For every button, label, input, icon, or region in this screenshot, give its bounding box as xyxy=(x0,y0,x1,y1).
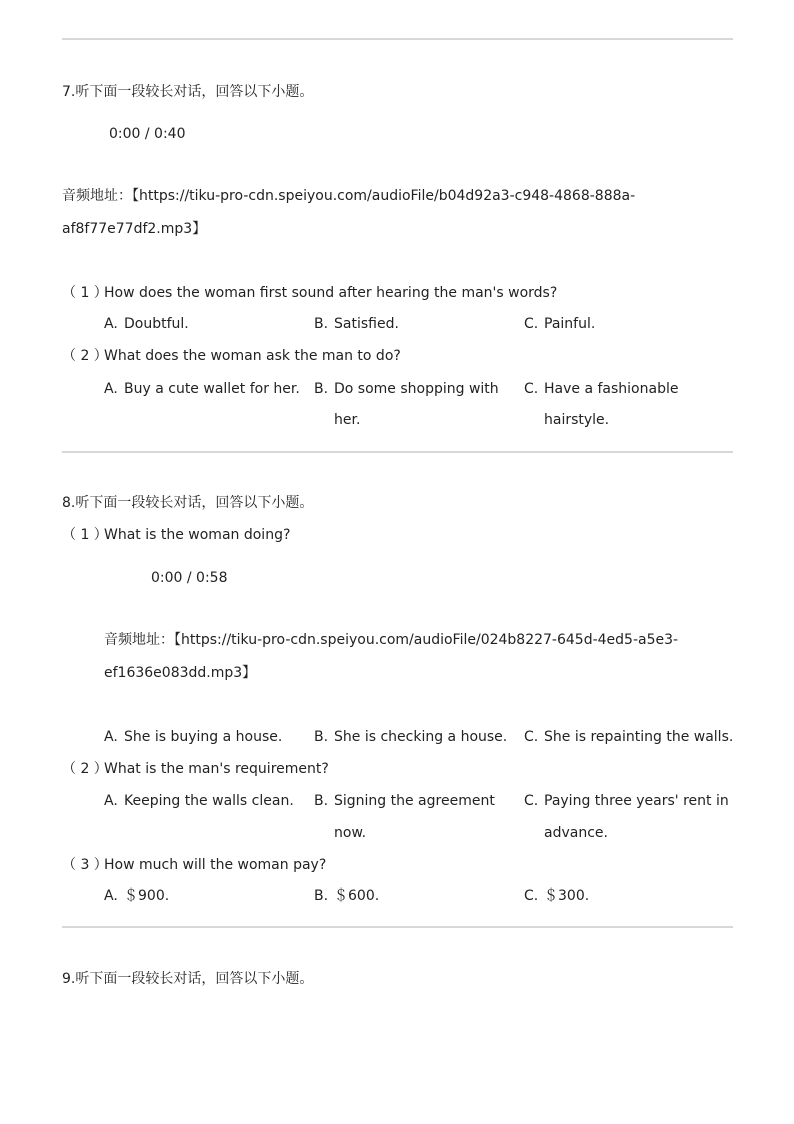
option-text: Paying three years' rent in xyxy=(544,793,729,809)
q8-sub1-question: What is the woman doing? xyxy=(104,527,291,543)
option-text: Doubtful. xyxy=(124,316,189,332)
option-text: ＄600. xyxy=(334,888,380,904)
option-label: A. xyxy=(104,316,118,332)
q8-sub3-option-b[interactable] xyxy=(314,886,379,906)
q9-title: 9.听下面一段较长对话，回答以下小题。 xyxy=(62,971,314,987)
option-label: A. xyxy=(104,793,118,809)
option-text: ＄300. xyxy=(544,888,590,904)
q7-sub2-question: What does the woman ask the man to do? xyxy=(104,348,401,364)
q8-sub3-question: How much will the woman pay? xyxy=(104,857,327,873)
option-label: B. xyxy=(314,888,329,904)
option-label: C. xyxy=(524,316,539,332)
q7-sub2-option-c-cont: hairstyle. xyxy=(544,412,610,428)
option-text: Painful. xyxy=(544,316,596,332)
q7-sub2-option-c[interactable] xyxy=(524,379,678,399)
option-text: Have a fashionable xyxy=(544,381,679,397)
option-text: She is repainting the walls. xyxy=(544,729,734,745)
q7-audio-address-line2: af8f77e77df2.mp3】 xyxy=(62,221,207,237)
q8-sub1-option-c[interactable] xyxy=(524,727,733,747)
option-text: She is buying a house. xyxy=(124,729,283,745)
q8-sub1-option-a[interactable] xyxy=(104,727,282,747)
option-text: Keeping the walls clean. xyxy=(124,793,294,809)
option-label: A. xyxy=(104,888,118,904)
option-label: B. xyxy=(314,381,329,397)
option-label: A. xyxy=(104,729,118,745)
q7-sub1-option-a[interactable] xyxy=(104,314,189,334)
q8-audio-address-line2: ef1636e083dd.mp3】 xyxy=(104,665,257,681)
q8-sub3-option-a[interactable] xyxy=(104,886,169,906)
q8-audio-address-line1: 音频地址：【https://tiku-pro-cdn.speiyou.com/audioFile/024b8227-645d-4ed5-a5e3- xyxy=(104,632,679,648)
option-label: C. xyxy=(524,793,539,809)
q7-sub2-option-b[interactable] xyxy=(314,379,499,399)
q8-sub2-option-c-cont: advance. xyxy=(544,825,608,841)
option-text: Signing the agreement xyxy=(334,793,495,809)
q7-audio-address-line1: 音频地址：【https://tiku-pro-cdn.speiyou.com/audioFile/b04d92a3-c948-4868-888a- xyxy=(62,188,636,204)
divider-top xyxy=(62,38,733,40)
option-label: B. xyxy=(314,316,329,332)
q7-sub1-question: How does the woman first sound after hearing the man's words? xyxy=(104,285,558,301)
option-text: Buy a cute wallet for her. xyxy=(124,381,300,397)
option-text: Satisfied. xyxy=(334,316,399,332)
q7-sub1-number: （ 1 ） xyxy=(62,285,108,301)
divider-q7-q8 xyxy=(62,451,733,453)
q7-sub2-option-a[interactable] xyxy=(104,379,300,399)
q8-title: 8.听下面一段较长对话，回答以下小题。 xyxy=(62,495,314,511)
q7-sub1-option-b[interactable] xyxy=(314,314,399,334)
option-text: Do some shopping with xyxy=(334,381,499,397)
q7-sub2-option-b-cont: her. xyxy=(334,412,361,428)
q8-sub2-question: What is the man's requirement? xyxy=(104,761,329,777)
q8-sub1-number: （ 1 ） xyxy=(62,527,108,543)
option-label: A. xyxy=(104,381,118,397)
q7-audio-time[interactable]: 0:00 / 0:40 xyxy=(109,126,186,142)
q7-title: 7.听下面一段较长对话，回答以下小题。 xyxy=(62,84,314,100)
option-label: C. xyxy=(524,381,539,397)
q8-sub1-option-b[interactable] xyxy=(314,727,507,747)
q8-sub2-option-c[interactable] xyxy=(524,791,729,811)
option-label: C. xyxy=(524,888,539,904)
option-text: She is checking a house. xyxy=(334,729,508,745)
option-text: ＄900. xyxy=(124,888,170,904)
q8-sub3-option-c[interactable] xyxy=(524,886,589,906)
q8-sub2-option-b[interactable] xyxy=(314,791,495,811)
q7-sub1-option-c[interactable] xyxy=(524,314,595,334)
option-label: B. xyxy=(314,729,329,745)
divider-q8-q9 xyxy=(62,926,733,928)
option-label: C. xyxy=(524,729,539,745)
q8-sub2-option-a[interactable] xyxy=(104,791,294,811)
q8-sub2-option-b-cont: now. xyxy=(334,825,367,841)
q8-sub3-number: （ 3 ） xyxy=(62,857,108,873)
option-label: B. xyxy=(314,793,329,809)
q7-sub2-number: （ 2 ） xyxy=(62,348,108,364)
q8-sub2-number: （ 2 ） xyxy=(62,761,108,777)
q8-audio-time[interactable]: 0:00 / 0:58 xyxy=(151,570,228,586)
